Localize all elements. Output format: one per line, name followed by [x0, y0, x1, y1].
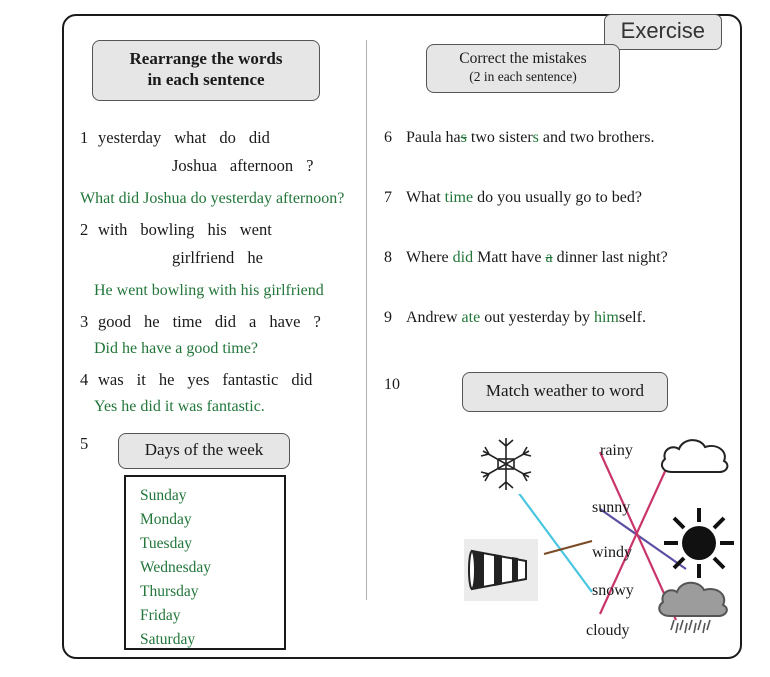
question-prompt-2-line1: with bowling his went: [98, 220, 272, 239]
sentence-6: Paula has two sisters and two brothers.: [406, 129, 655, 146]
question-number-9: 9: [384, 309, 392, 326]
question-prompt-4-line1: was it he yes fantastic did: [98, 370, 313, 389]
right-column: [384, 32, 732, 639]
sentence-7: What time do you usually go to bed?: [406, 189, 642, 206]
day-item: Thursday: [140, 583, 199, 600]
rearrange-header: [92, 40, 320, 101]
weather-word-sunny[interactable]: sunny: [592, 499, 631, 516]
exercise-badge: Exercise: [604, 14, 722, 50]
snowflake-icon: [472, 434, 540, 494]
line-windy: [544, 541, 592, 554]
day-item: Saturday: [140, 631, 196, 648]
worksheet-sheet: [62, 14, 742, 659]
question-prompt-2-line2: girlfriend he: [172, 248, 263, 267]
sentence-8: Where did Matt have a dinner last night?: [406, 249, 668, 266]
column-divider: [366, 40, 367, 600]
question-prompt-3-line1: good he time did a have ?: [98, 312, 321, 331]
match-weather-area: [404, 424, 734, 639]
weather-word-rainy[interactable]: rainy: [600, 442, 633, 459]
question-prompt-1-line2: Joshua afternoon ?: [172, 156, 314, 175]
question-number-4: 4: [80, 370, 89, 389]
day-item: Tuesday: [140, 535, 192, 552]
correct-header-line2: (2 in each sentence): [469, 68, 577, 84]
days-of-week-box: [124, 475, 286, 650]
day-item: Wednesday: [140, 559, 212, 576]
sentence-9: Andrew ate out yesterday by himself.: [406, 309, 646, 326]
days-of-week-header: Days of the week: [118, 433, 290, 469]
question-number-1: 1: [80, 128, 89, 147]
question-prompt-1-line1: yesterday what do did: [98, 128, 270, 147]
day-item: Monday: [140, 511, 192, 528]
answer-3: Did he have a good time?: [94, 340, 258, 357]
question-number-6: 6: [384, 129, 392, 146]
question-number-2: 2: [80, 220, 89, 239]
answer-2: He went bowling with his girlfriend: [94, 282, 324, 299]
windsock-icon: [464, 539, 538, 601]
answer-4: Yes he did it was fantastic.: [94, 398, 265, 415]
question-number-3: 3: [80, 312, 89, 331]
rain-cloud-icon: [652, 576, 734, 638]
rearrange-header-line1: Rearrange the words: [129, 49, 283, 68]
left-column: [80, 32, 366, 648]
day-item: Sunday: [140, 487, 187, 504]
cloud-icon: [656, 432, 734, 480]
correct-header-line1: Correct the mistakes: [459, 50, 587, 67]
question-number-10: 10: [384, 376, 400, 393]
sun-icon: [662, 506, 736, 580]
weather-word-cloudy[interactable]: cloudy: [586, 622, 630, 639]
rearrange-header-line2: in each sentence: [147, 70, 265, 90]
correct-mistakes-header: [426, 44, 620, 93]
question-number-8: 8: [384, 249, 392, 266]
question-number-5: 5: [80, 434, 89, 453]
day-item: Friday: [140, 607, 181, 624]
weather-word-snowy[interactable]: snowy: [592, 582, 634, 599]
answer-1: What did Joshua do yesterday afternoon?: [80, 190, 345, 207]
question-number-7: 7: [384, 189, 392, 206]
match-weather-header: Match weather to word: [462, 372, 668, 412]
weather-word-windy[interactable]: windy: [592, 544, 632, 561]
